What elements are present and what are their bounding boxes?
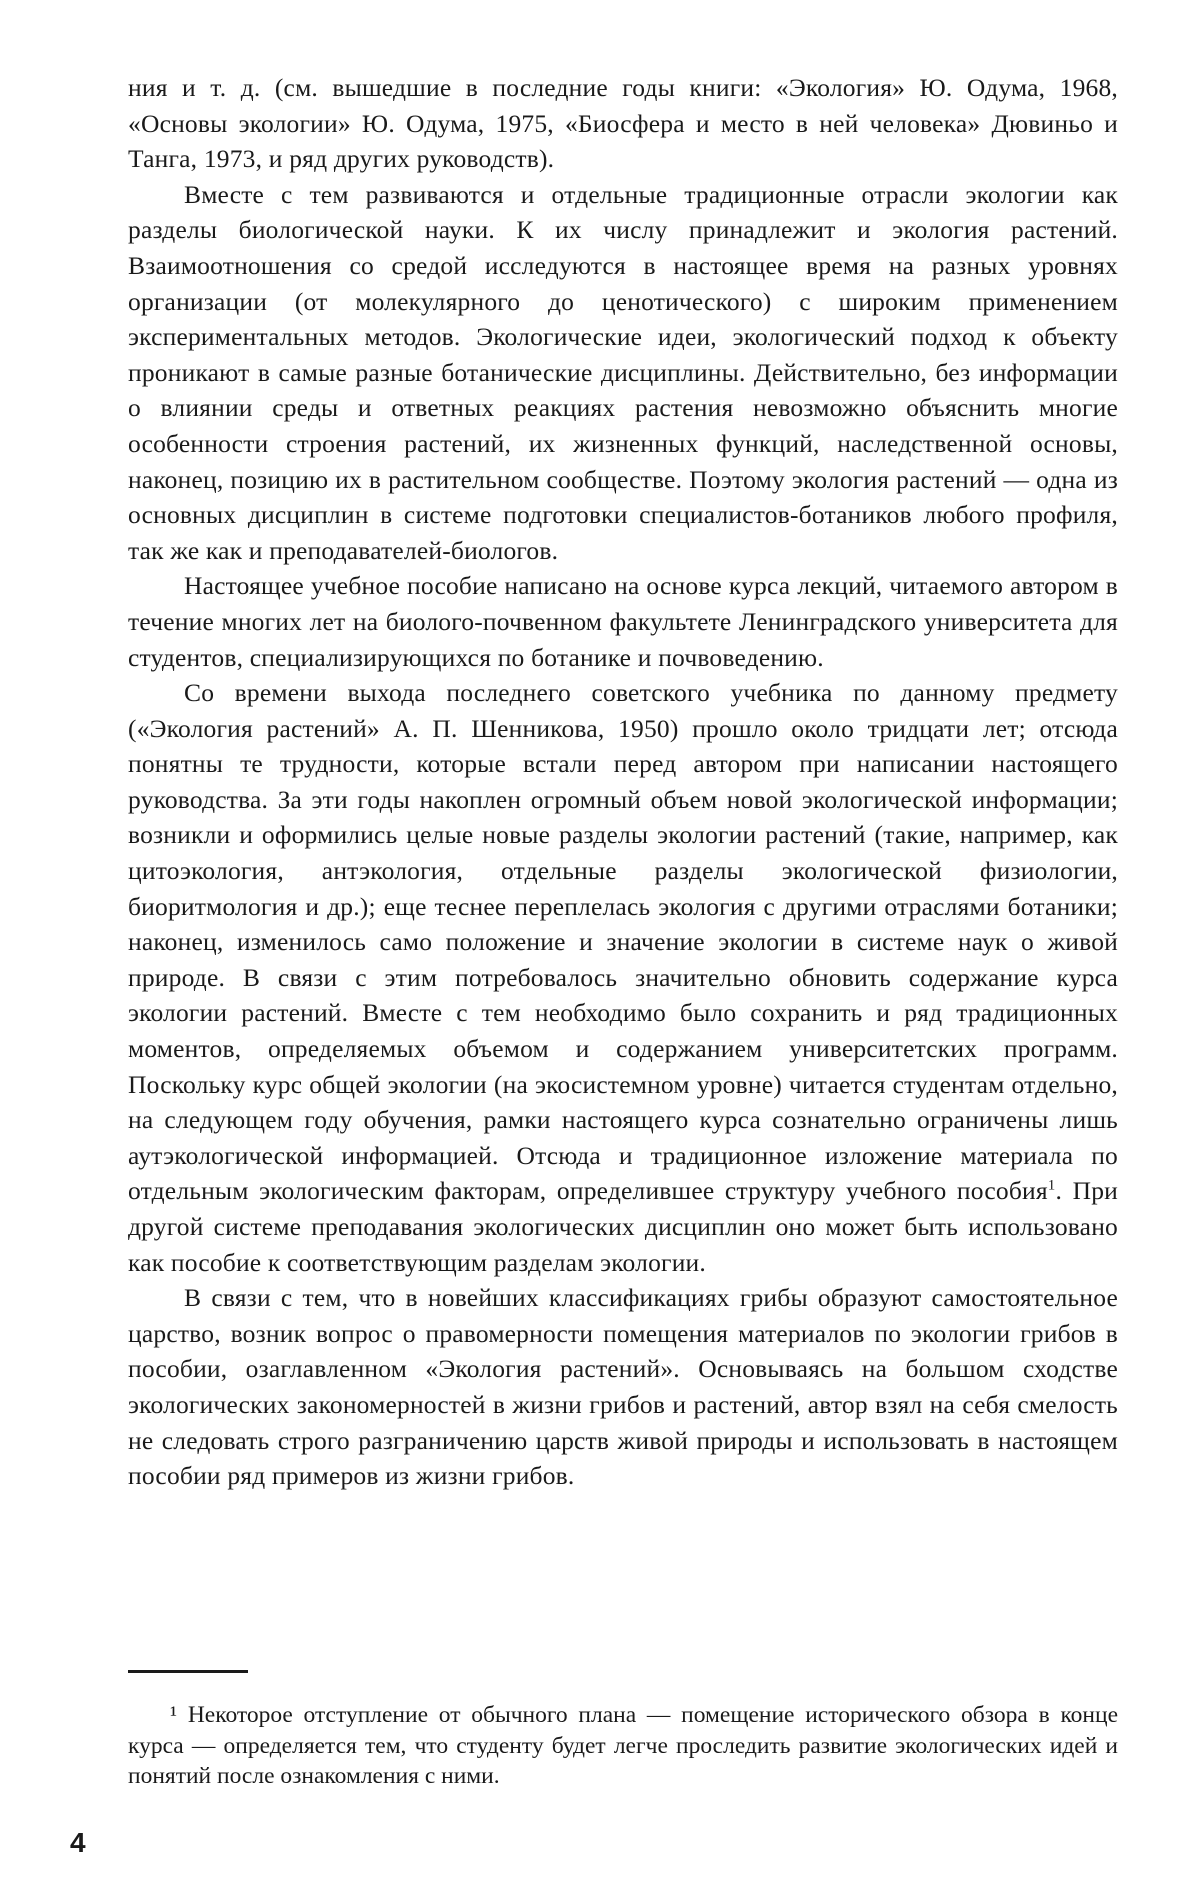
paragraph-1: ния и т. д. (см. вышедшие в последние годы книги: «Экология» Ю. Одума, 1968, «Основы экологии» Ю. Одума, 1975, «Биосфера и место в ней человека» Дювиньо и Танга, 1973, и ряд других руководств). xyxy=(128,73,1118,174)
footnote-divider xyxy=(128,1670,248,1673)
footnote-marker: ¹ xyxy=(170,1702,178,1728)
footnote-reference: 1 xyxy=(1047,1177,1056,1194)
paragraph-3: Настоящее учебное пособие написано на основе курса лекций, читаемого автором в течение многих лет на биолого-почвенном факультете Ленинградского университета для студентов, специализирующихся по ботанике и почвоведению. xyxy=(128,571,1118,672)
footnote-body xyxy=(128,1700,1118,1792)
page-number: 4 xyxy=(70,1827,86,1858)
main-text xyxy=(128,70,1118,1494)
paragraph-5: В связи с тем, что в новейших классификациях грибы образуют самостоятельное царство, возник вопрос о правомерности помещения материалов по экологии грибов в пособии, озаглавленном «Экология растений». Основываясь на большом сходстве экологических закономерностей в жизни грибов и растений, автор взял на себя смелость не следовать строго разграничению царств живой природы и использовать в настоящем пособии ряд примеров из жизни грибов. xyxy=(128,1283,1118,1491)
paragraph-4-tail: . При другой системе преподавания экологических дисциплин оно может быть использовано как пособие к соответствующим разделам экологии. xyxy=(128,1176,1118,1277)
footnote-text: Некоторое отступление от обычного плана — помещение исторического обзора в конце курса — определяется тем, что студенту будет легче проследить развитие экологических идей и понятий после ознакомления с ними. xyxy=(128,1702,1119,1789)
footnote xyxy=(128,1700,1118,1792)
paragraph-4 xyxy=(128,675,1118,1280)
paragraph-2: Вместе с тем развиваются и отдельные традиционные отрасли экологии как разделы биологической науки. К их числу принадлежит и экология растений. Взаимоотношения со средой исследуются в настоящее время на разных уровнях организации (от молекулярного до ценотического) с широким применением экспериментальных методов. Экологические идеи, экологический подход к объекту проникают в самые разные ботанические дисциплины. Действительно, без информации о влиянии среды и ответных реакциях растения невозможно объяснить многие особенности строения растений, их жизненных функций, наследственной основы, наконец, позицию их в растительном сообществе. Поэтому экология растений — одна из основных дисциплин в системе подготовки специалистов-ботаников любого профиля, так же как и преподавателей-биологов. xyxy=(128,179,1118,565)
paragraph-4-body: Со времени выхода последнего советского учебника по данному предмету («Экология растений» А. П. Шенникова, 1950) прошло около тридцати лет; отсюда понятны те трудности, которые встали перед автором при написании настоящего руководства. За эти годы накоплен огромный объем новой экологической информации; возникли и оформились целые новые разделы экологии растений (такие, например, как цитоэкология, антэкология, отдельные разделы экологической физиологии, биоритмология и др.); еще теснее переплелась экология с другими отраслями ботаники; наконец, изменилось само положение и значение экологии в системе наук о живой природе. В связи с этим потребовалось значительно обновить содержание курса экологии растений. Вместе с тем необходимо было сохранить и ряд традиционных моментов, определяемых объемом и содержанием университетских программ. Поскольку курс общей экологии (на экосистемном уровне) читается студентам отдельно, на следующем году обучения, рамки настоящего курса сознательно ограничены лишь аутэкологической информацией. Отсюда и традиционное изложение материала по отдельным экологическим факторам, определившее структуру учебного пособия xyxy=(128,678,1118,1206)
